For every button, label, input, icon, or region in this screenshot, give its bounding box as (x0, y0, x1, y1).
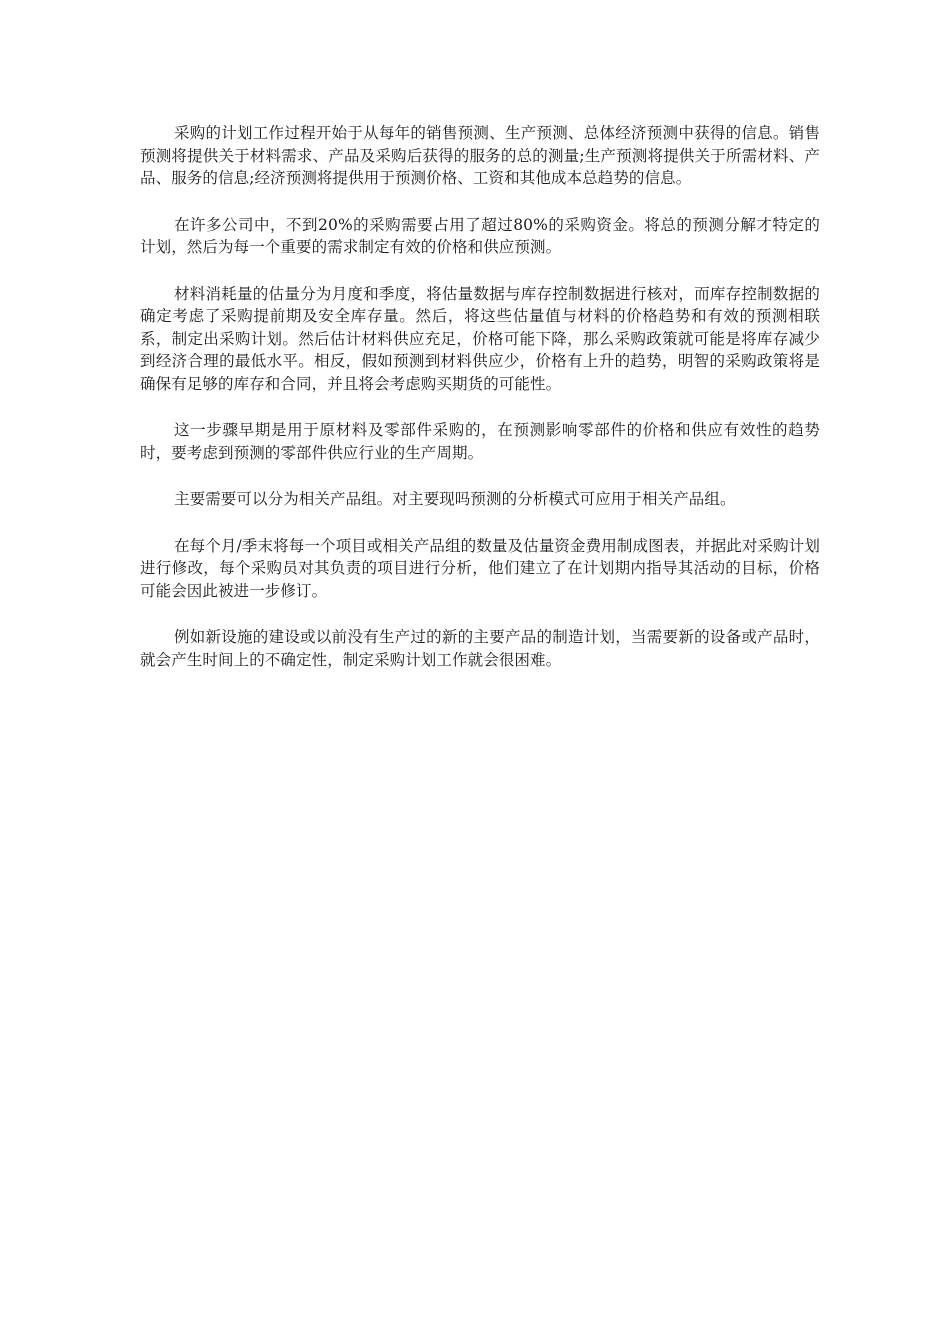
paragraph-5: 主要需要可以分为相关产品组。对主要现吗预测的分析模式可应用于相关产品组。 (174, 490, 736, 508)
paragraph-6: 在每个月/季末将每一个项目或相关产品组的数量及估量资金费用制成图表，并据此对采购计划进行修改，每个采购员对其负责的项目进行分析，他们建立了在计划期内指导其活动的目标，价格可能会因此被进一步修订。 (140, 536, 820, 600)
document-body (140, 122, 820, 695)
paragraph-3: 材料消耗量的估量分为月度和季度，将估量数据与库存控制数据进行核对，而库存控制数据的确定考虑了采购提前期及安全库存量。然后，将这些估量值与材料的价格趋势和有效的预测相联系，制定出采购计划。然后估计材料供应充足，价格可能下降，那么采购政策就可能是将库存减少到经济合理的最低水平。相反，假如预测到材料供应少，价格有上升的趋势，明智的采购政策将是确保有足够的库存和合同，并且将会考虑购买期货的可能性。 (140, 284, 820, 393)
paragraph-2: 在许多公司中，不到20%的采购需要占用了超过80%的采购资金。将总的预测分解才特定的计划，然后为每一个重要的需求制定有效的价格和供应预测。 (140, 215, 820, 256)
paragraph-7: 例如新设施的建设或以前没有生产过的新的主要产品的制造计划，当需要新的设备或产品时，就会产生时间上的不确定性，制定采购计划工作就会很困难。 (140, 628, 820, 669)
paragraph-1: 采购的计划工作过程开始于从每年的销售预测、生产预测、总体经济预测中获得的信息。销售预测将提供关于材料需求、产品及采购后获得的服务的总的测量;生产预测将提供关于所需材料、产品、服务的信息;经济预测将提供用于预测价格、工资和其他成本总趋势的信息。 (140, 124, 820, 187)
paragraph-4: 这一步骤早期是用于原材料及零部件采购的，在预测影响零部件的价格和供应有效性的趋势时，要考虑到预测的零部件供应行业的生产周期。 (140, 421, 820, 462)
